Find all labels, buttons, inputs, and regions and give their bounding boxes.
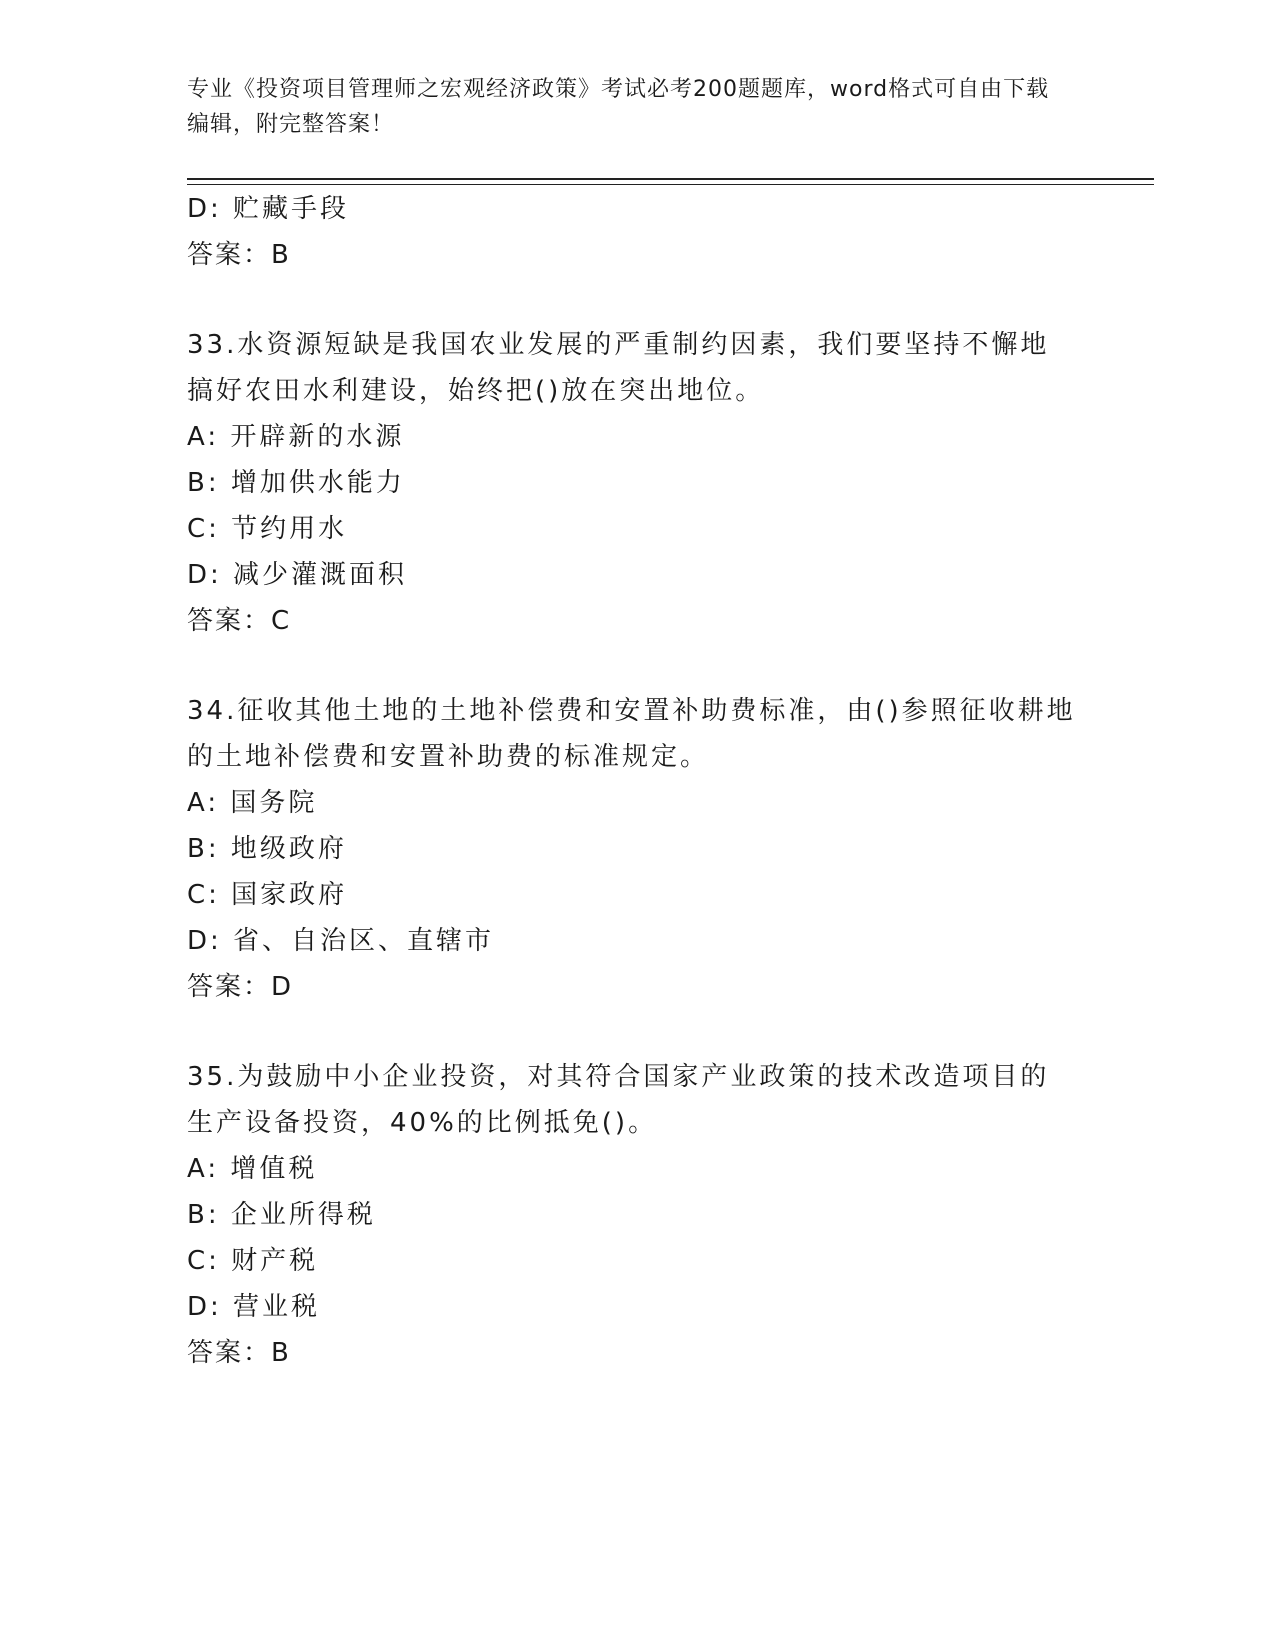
option-b: B: 增加供水能力 bbox=[187, 468, 405, 498]
option-d: D: 贮藏手段 bbox=[187, 194, 350, 224]
option-d: D: 省、自治区、直辖市 bbox=[187, 926, 495, 956]
question-stem: 33.水资源短缺是我国农业发展的严重制约因素，我们要坚持不懈地搞好农田水利建设，始终把()放在突出地位。 bbox=[187, 330, 1050, 406]
question-33 bbox=[187, 322, 1077, 644]
option-c: C: 财产税 bbox=[187, 1246, 319, 1276]
question-35 bbox=[187, 1054, 1077, 1376]
option-a: A: 开辟新的水源 bbox=[187, 422, 405, 452]
option-b: B: 地级政府 bbox=[187, 834, 347, 864]
option-c: C: 节约用水 bbox=[187, 514, 348, 544]
document-header: 专业《投资项目管理师之宏观经济政策》考试必考200题题库，word格式可自由下载编辑，附完整答案！ bbox=[187, 77, 1050, 137]
header-divider-thick bbox=[187, 178, 1154, 180]
question-34 bbox=[187, 688, 1077, 1010]
question-stem: 35.为鼓励中小企业投资，对其符合国家产业政策的技术改造项目的生产设备投资，40%的比例抵免()。 bbox=[187, 1062, 1050, 1138]
answer-line: 答案：B bbox=[187, 1338, 291, 1368]
option-b: B: 企业所得税 bbox=[187, 1200, 376, 1230]
answer-line: 答案：B bbox=[187, 240, 291, 270]
option-d: D: 营业税 bbox=[187, 1292, 321, 1322]
option-a: A: 增值税 bbox=[187, 1154, 318, 1184]
header-divider-thin bbox=[187, 184, 1154, 185]
question-stem: 34.征收其他土地的土地补偿费和安置补助费标准，由()参照征收耕地的土地补偿费和安置补助费的标准规定。 bbox=[187, 696, 1076, 772]
question-content bbox=[187, 186, 1077, 1376]
option-a: A: 国务院 bbox=[187, 788, 318, 818]
answer-line: 答案：C bbox=[187, 606, 292, 636]
option-d: D: 减少灌溉面积 bbox=[187, 560, 408, 590]
option-c: C: 国家政府 bbox=[187, 880, 348, 910]
answer-line: 答案：D bbox=[187, 972, 294, 1002]
